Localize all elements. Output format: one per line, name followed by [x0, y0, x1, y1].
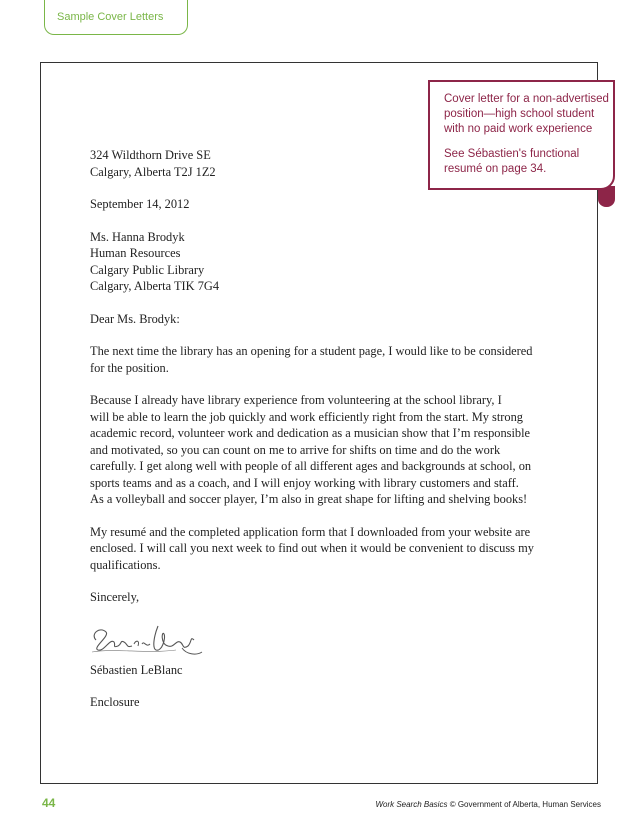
- recipient-address: Ms. Hanna Brodyk Human Resources Calgary Public Library Calgary, Alberta TIK 7G4: [90, 229, 220, 293]
- copyright: © Government of Alberta, Human Services: [449, 800, 601, 809]
- signer-name: Sébastien LeBlanc: [90, 662, 183, 677]
- enclosure-note: Enclosure: [90, 695, 140, 709]
- letter-date: September 14, 2012: [90, 197, 190, 211]
- page-number: 44: [42, 796, 56, 810]
- closing: Sincerely,: [90, 590, 140, 604]
- sender-address: 324 Wildthorn Drive SE Calgary, Alberta T2J 1Z2: [90, 148, 216, 179]
- footer-credit: [375, 800, 601, 809]
- book-title: Work Search Basics: [375, 800, 448, 809]
- signature-image: [86, 618, 206, 658]
- salutation: Dear Ms. Brodyk:: [90, 311, 180, 326]
- paragraph-3: My resumé and the completed application form that I downloaded from your website are enclosed. I will call you next week to find out when it would be convenient to discuss my qualifications.: [90, 524, 534, 572]
- callout-reference: See Sébastien's functional resumé on page 34.: [444, 147, 580, 175]
- section-title: Sample Cover Letters: [57, 11, 164, 23]
- paragraph-2: Because I already have library experience from volunteering at the school library, I will be able to learn the job quickly and work efficiently right from the start. My strong academic record, volunteer work and dedication as a musician show that I’m responsible and motivated, so you can count on me to arrive for shifts on time and do the work carefully. I get along well with people of all different ages and backgrounds at school, on sports teams and as a coach, and I will enjoy working with library customers and staff. As a volleyball and soccer player, I’m also in great shape for lifting and shelving books!: [90, 393, 532, 506]
- cover-letter: [90, 147, 560, 727]
- callout-description: Cover letter for a non-advertised position—high school student with no paid work experience: [444, 93, 609, 136]
- section-tab: [44, 0, 188, 35]
- paragraph-1: The next time the library has an opening for a student page, I would like to be considered for the position.: [90, 344, 533, 375]
